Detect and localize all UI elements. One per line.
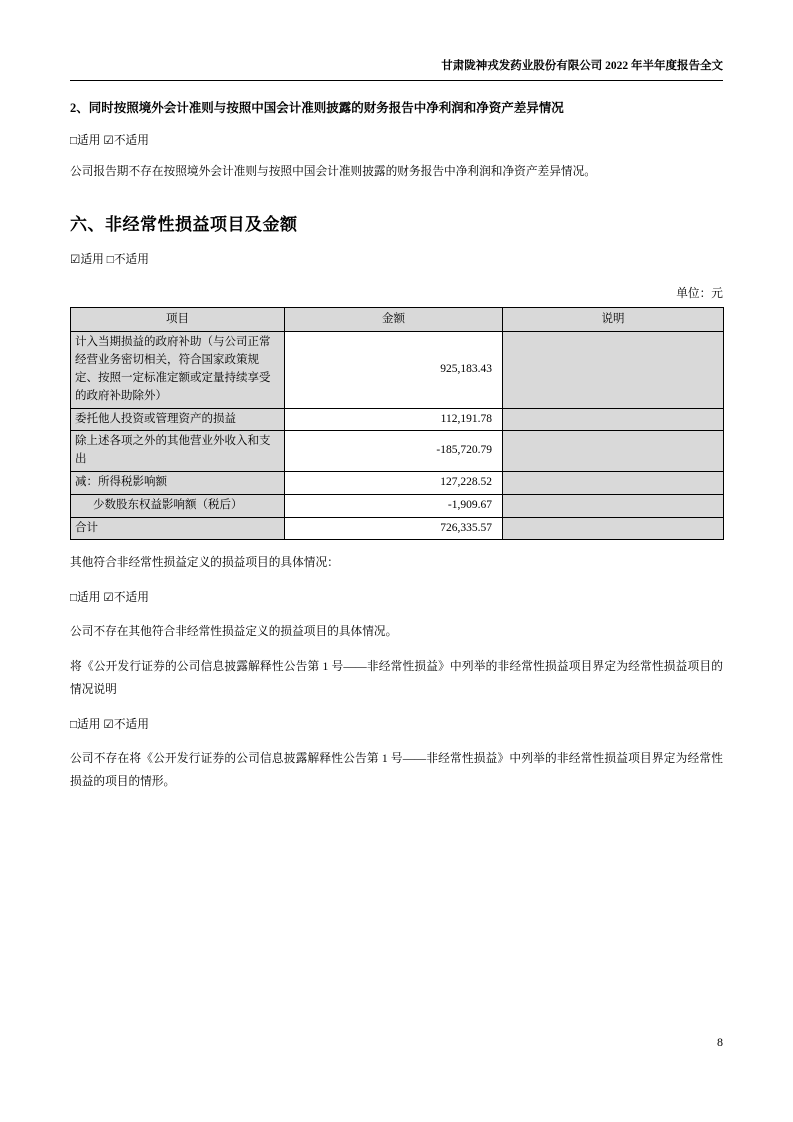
page-header: 甘肃陇神戎发药业股份有限公司 2022 年半年度报告全文	[441, 60, 723, 72]
row-amount: 726,335.57	[285, 517, 503, 540]
row-note	[503, 494, 724, 517]
section-6-applicability[interactable]: ☑适用 □不适用	[70, 253, 149, 267]
table-row	[71, 332, 724, 408]
row-item-label: 除上述各项之外的其他营业外收入和支出	[71, 431, 285, 472]
section-2-applicability[interactable]: □适用 ☑不适用	[70, 134, 149, 147]
table-row	[71, 431, 724, 472]
table-header-item: 项目	[71, 308, 285, 332]
non-recurring-items-table	[70, 307, 724, 540]
row-note	[503, 431, 724, 472]
row-amount: -185,720.79	[285, 431, 503, 472]
other-items-body: 公司不存在其他符合非经常性损益定义的损益项目的具体情况。	[70, 625, 398, 639]
other-items-applicability[interactable]: □适用 ☑不适用	[70, 591, 149, 605]
row-note	[503, 517, 724, 540]
page-number: 8	[717, 1035, 723, 1049]
table-row	[71, 471, 724, 494]
table-header-row	[71, 308, 724, 332]
row-amount: 925,183.43	[285, 332, 503, 408]
table-header-amount: 金额	[285, 308, 503, 332]
section-2-body: 公司报告期不存在按照境外会计准则与按照中国会计准则披露的财务报告中净利润和净资产差异情况。	[70, 165, 596, 179]
row-amount: 127,228.52	[285, 471, 503, 494]
row-note	[503, 408, 724, 431]
row-item-label: 少数股东权益影响额（税后）	[71, 494, 285, 517]
section-6-heading: 六、非经常性损益项目及金额	[70, 215, 298, 235]
row-amount: -1,909.67	[285, 494, 503, 517]
reclassified-items-applicability[interactable]: □适用 ☑不适用	[70, 717, 149, 731]
reclassified-items-intro: 将《公开发行证券的公司信息披露解释性公告第 1 号——非经常性损益》中列举的非经常性损益项目界定为经常性损益项目的情况说明	[70, 660, 723, 697]
row-item-label: 合计	[71, 517, 285, 540]
row-item-label: 计入当期损益的政府补助（与公司正常经营业务密切相关，符合国家政策规定、按照一定标准定额或定量持续享受的政府补助除外）	[71, 332, 285, 408]
row-note	[503, 332, 724, 408]
table-row	[71, 408, 724, 431]
table-header-note: 说明	[503, 308, 724, 332]
page-content	[70, 92, 723, 794]
table-row-total	[71, 517, 724, 540]
row-note	[503, 471, 724, 494]
table-unit-label: 单位：元	[676, 287, 723, 301]
header-divider	[70, 80, 723, 81]
row-item-label: 委托他人投资或管理资产的损益	[71, 408, 285, 431]
row-item-label: 减：所得税影响额	[71, 471, 285, 494]
reclassified-items-body: 公司不存在将《公开发行证券的公司信息披露解释性公告第 1 号——非经常性损益》中列举的非经常性损益项目界定为经常性损益的项目的情形。	[70, 752, 723, 788]
row-amount: 112,191.78	[285, 408, 503, 431]
table-row	[71, 494, 724, 517]
section-2-heading: 2、同时按照境外会计准则与按照中国会计准则披露的财务报告中净利润和净资产差异情况	[70, 101, 564, 115]
other-items-intro: 其他符合非经常性损益定义的损益项目的具体情况：	[70, 556, 339, 570]
